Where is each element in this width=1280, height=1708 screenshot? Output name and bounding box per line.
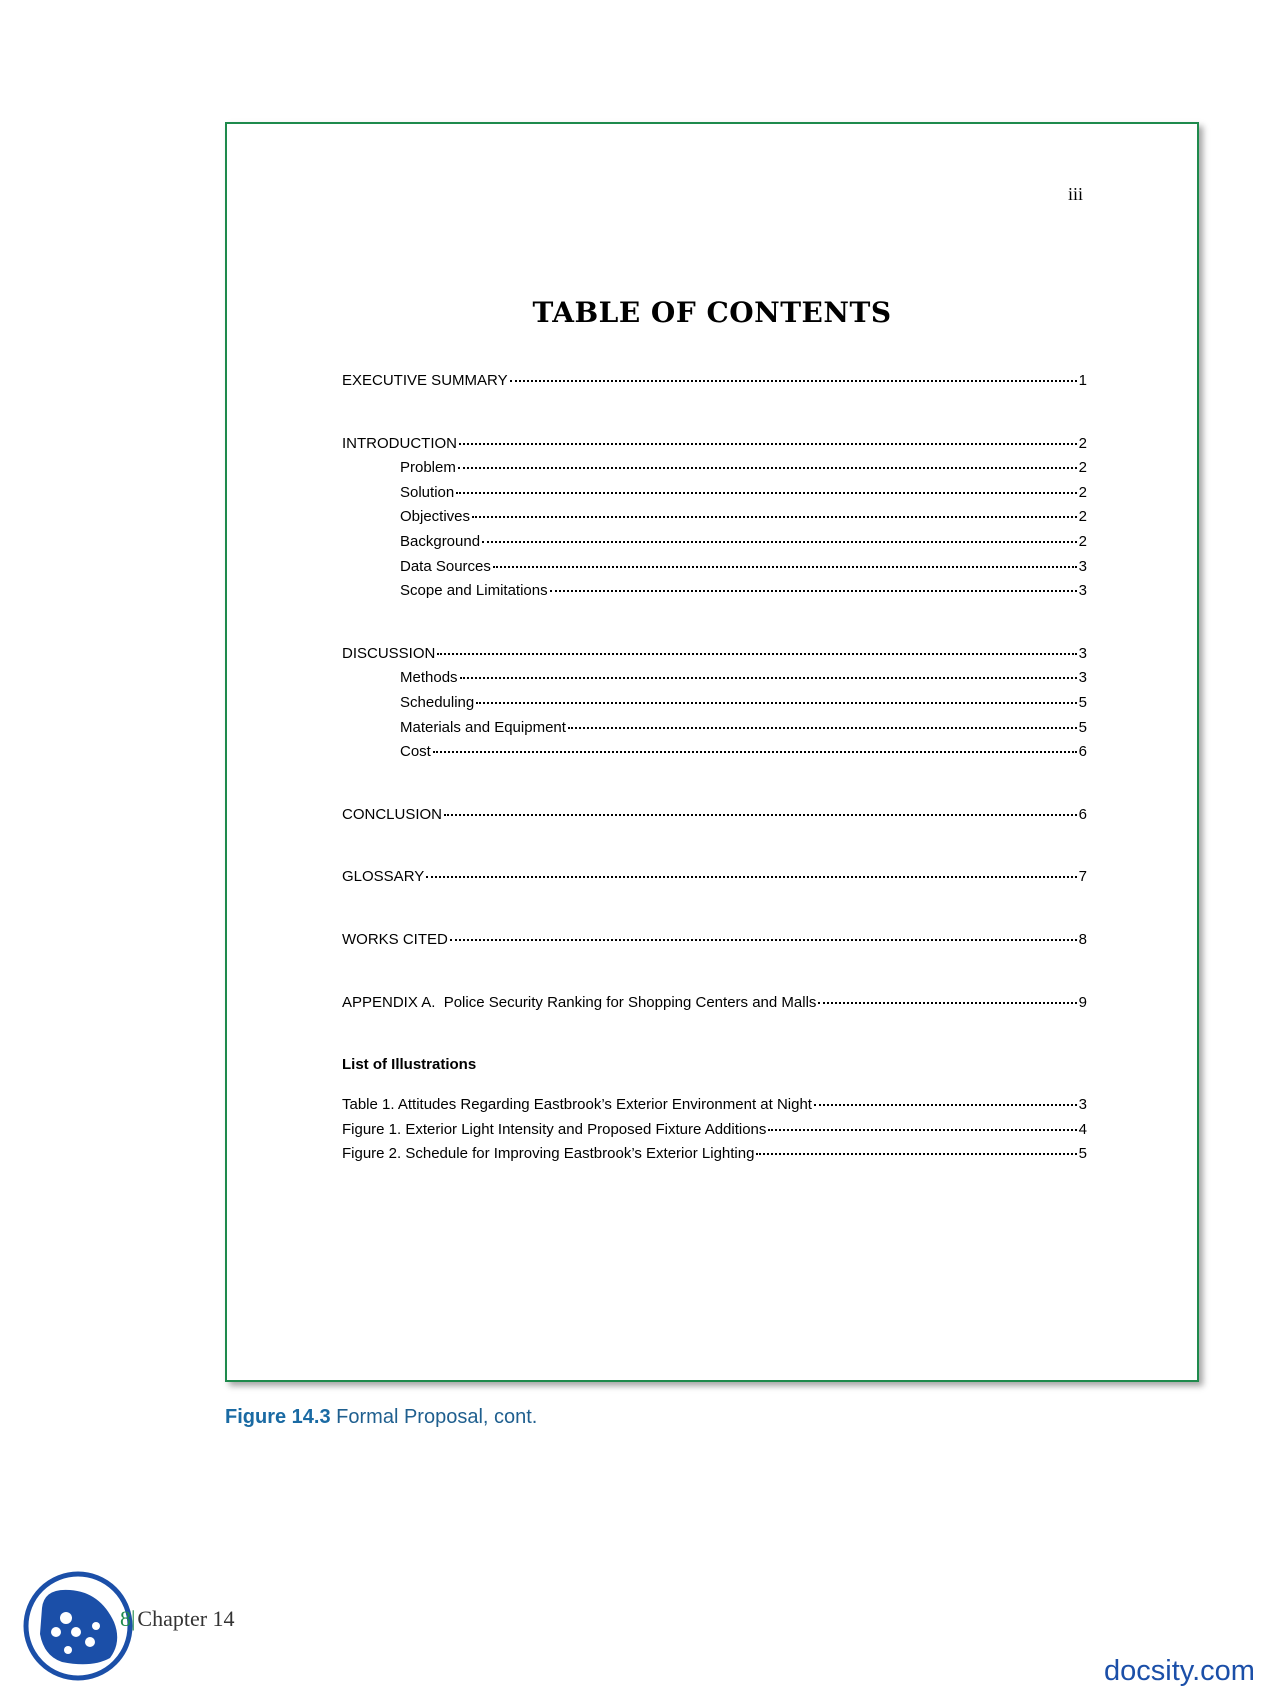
illustration-page: 3: [1078, 1096, 1087, 1114]
illustration-label: Table 1. Attitudes Regarding Eastbrook’s Exterior Environment at Night: [342, 1096, 812, 1114]
toc-subentry-cost[interactable]: [342, 743, 1087, 768]
toc-subentry-scheduling[interactable]: [342, 694, 1087, 719]
toc-entry-glossary[interactable]: [342, 868, 1087, 893]
dot-leader: [456, 491, 1076, 494]
docsity-logo-icon[interactable]: [22, 1570, 134, 1682]
illustration-entry-table-1[interactable]: [342, 1096, 1087, 1121]
toc-entry-label: Methods: [400, 669, 458, 687]
toc-entry-label: WORKS CITED: [342, 930, 448, 948]
toc-entry-conclusion[interactable]: [342, 806, 1087, 831]
toc-entry-page: 2: [1078, 459, 1087, 477]
toc-entry-label: GLOSSARY: [342, 868, 425, 886]
illustration-page: 5: [1078, 1145, 1087, 1163]
toc-subentry-methods[interactable]: [342, 669, 1087, 694]
dot-leader: [437, 652, 1076, 655]
figure-caption-text: Formal Proposal, cont.: [336, 1406, 538, 1428]
illustration-entry-figure-1[interactable]: [342, 1121, 1087, 1146]
toc-entry-page: 5: [1078, 718, 1087, 736]
figure-caption: [225, 1406, 537, 1429]
toc-entry-page: 7: [1078, 868, 1087, 886]
toc-entry-label: Background: [400, 532, 481, 550]
dot-leader: [493, 565, 1077, 568]
toc-entry-page: 6: [1078, 743, 1087, 761]
illustration-page: 4: [1078, 1120, 1087, 1138]
toc-subentry-background[interactable]: [342, 533, 1087, 558]
toc-entry-label: Cost: [400, 743, 431, 761]
page-number: iii: [1067, 184, 1083, 204]
dot-leader: [450, 938, 1077, 941]
toc-entry-page: 6: [1078, 805, 1087, 823]
toc-subentry-solution[interactable]: [342, 484, 1087, 509]
toc-entry-executive-summary[interactable]: [342, 372, 1087, 397]
figure-label: Figure 14.3: [225, 1406, 331, 1428]
toc-entry-label: APPENDIX A. Police Security Ranking for Shopping Centers and Malls: [342, 993, 817, 1011]
toc-entry-label: INTRODUCTION: [342, 434, 457, 452]
dot-leader: [472, 515, 1077, 518]
toc-subentry-objectives[interactable]: [342, 508, 1087, 533]
dot-leader: [433, 750, 1077, 753]
toc-entry-label: Problem: [400, 459, 456, 477]
dot-leader: [510, 379, 1077, 382]
toc-subentry-materials[interactable]: [342, 719, 1087, 744]
dot-leader: [458, 466, 1077, 469]
toc-entry-page: 2: [1078, 483, 1087, 501]
toc-entry-label: DISCUSSION: [342, 644, 436, 662]
toc-entry-label: Data Sources: [400, 557, 491, 575]
toc-entry-page: 9: [1078, 993, 1087, 1011]
table-of-contents: [342, 372, 1087, 1170]
toc-entry-page: 3: [1078, 557, 1087, 575]
toc-entry-page: 8: [1078, 930, 1087, 948]
toc-entry-page: 3: [1078, 644, 1087, 662]
dot-leader: [460, 676, 1077, 679]
toc-entry-label: Objectives: [400, 508, 471, 526]
toc-entry-page: 2: [1078, 508, 1087, 526]
dot-leader: [476, 701, 1076, 704]
toc-entry-page: 2: [1078, 532, 1087, 550]
toc-entry-label: Scheduling: [400, 693, 475, 711]
dot-leader: [426, 875, 1076, 878]
footer-chapter-label: Chapter 14: [137, 1606, 235, 1631]
toc-subentry-problem[interactable]: [342, 459, 1087, 484]
toc-entry-page: 1: [1078, 372, 1087, 389]
dot-leader: [459, 442, 1077, 445]
toc-entry-label: CONCLUSION: [342, 805, 443, 823]
toc-entry-label: Solution: [400, 483, 455, 501]
dot-leader: [768, 1128, 1076, 1131]
dot-leader: [568, 726, 1077, 729]
dot-leader: [814, 1103, 1077, 1106]
toc-subentry-scope[interactable]: [342, 582, 1087, 607]
toc-entry-label: Scope and Limitations: [400, 582, 548, 600]
docsity-brand-link[interactable]: docsity.com: [1104, 1655, 1255, 1687]
toc-entry-label: Materials and Equipment: [400, 718, 566, 736]
document-page: [225, 122, 1199, 1382]
dot-leader: [756, 1152, 1076, 1155]
toc-entry-page: 2: [1078, 434, 1087, 452]
toc-title: TABLE OF CONTENTS: [532, 296, 892, 329]
toc-entry-works-cited[interactable]: [342, 931, 1087, 956]
toc-entry-page: 3: [1078, 582, 1087, 600]
footer-page-fragment: 8: [120, 1606, 131, 1631]
dot-leader: [482, 540, 1077, 543]
dot-leader: [444, 813, 1077, 816]
illustrations-heading: List of Illustrations: [342, 1056, 477, 1074]
toc-entry-page: 3: [1078, 669, 1087, 687]
illustration-entry-figure-2[interactable]: [342, 1145, 1087, 1170]
toc-entry-discussion[interactable]: [342, 645, 1087, 670]
toc-subentry-data-sources[interactable]: [342, 558, 1087, 583]
toc-entry-appendix-a[interactable]: [342, 994, 1087, 1019]
dot-leader: [550, 589, 1077, 592]
toc-entry-introduction[interactable]: [342, 435, 1087, 460]
toc-entry-label: EXECUTIVE SUMMARY: [342, 372, 508, 389]
dot-leader: [818, 1001, 1076, 1004]
illustration-label: Figure 2. Schedule for Improving Eastbrook’s Exterior Lighting: [342, 1145, 755, 1163]
illustration-label: Figure 1. Exterior Light Intensity and Proposed Fixture Additions: [342, 1120, 767, 1138]
toc-entry-page: 5: [1078, 693, 1087, 711]
footer-chapter: 8|Chapter 14: [120, 1606, 235, 1631]
